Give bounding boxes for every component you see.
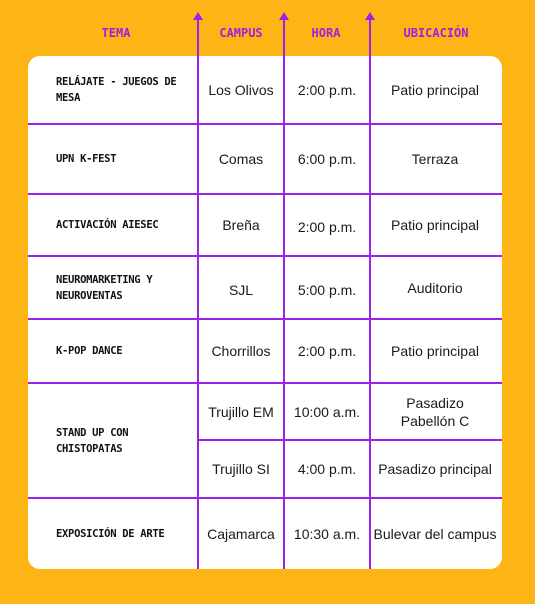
campus-cell: Trujillo SI bbox=[212, 461, 270, 477]
ubicacion-cell: Pasadizo Pabellón C bbox=[400, 394, 470, 429]
ubicacion-cell: Auditorio bbox=[407, 279, 463, 296]
campus-cell: SJL bbox=[228, 281, 254, 298]
tema-cell: ACTIVACIÓN AIESEC bbox=[56, 219, 159, 231]
campus-cell: Trujillo EM bbox=[208, 403, 274, 420]
tema-cell: STAND UP CON CHISTOPATAS bbox=[56, 426, 129, 455]
hora-cell: 4:00 p.m. bbox=[297, 461, 357, 477]
campus-cell: Los Olivos bbox=[208, 81, 274, 98]
hora-cell: 10:00 a.m. bbox=[293, 403, 361, 420]
header-campus: CAMPUS bbox=[219, 26, 263, 40]
tema-cell: UPN K-FEST bbox=[56, 153, 117, 165]
header-tema: TEMA bbox=[101, 26, 131, 40]
campus-cell: Comas bbox=[218, 151, 264, 167]
arrow-up-icon bbox=[193, 12, 203, 20]
header-ubicacion: UBICACIÓN bbox=[403, 26, 469, 40]
hora-cell: 10:30 a.m. bbox=[293, 526, 361, 542]
hora-cell: 6:00 p.m. bbox=[297, 151, 357, 167]
campus-cell: Cajamarca bbox=[207, 526, 275, 542]
hora-cell: 2:00 p.m. bbox=[297, 343, 357, 359]
tema-cell: K-POP DANCE bbox=[56, 345, 123, 357]
ubicacion-cell: Pasadizo principal bbox=[378, 461, 492, 477]
ubicacion-cell: Patio principal bbox=[391, 217, 479, 233]
arrow-up-icon bbox=[365, 12, 375, 20]
header-hora: HORA bbox=[311, 26, 341, 40]
tema-cell: EXPOSICIÓN DE ARTE bbox=[56, 528, 165, 540]
ubicacion-cell: Patio principal bbox=[391, 343, 479, 359]
tema-cell: NEUROMARKETING Y NEUROVENTAS bbox=[56, 273, 153, 302]
hora-cell: 5:00 p.m. bbox=[297, 281, 357, 298]
ubicacion-cell: Patio principal bbox=[391, 81, 479, 98]
ubicacion-cell: Terraza bbox=[411, 151, 459, 167]
campus-cell: Breña bbox=[222, 217, 260, 233]
arrow-up-icon bbox=[279, 12, 289, 20]
hora-cell: 2:00 p.m. bbox=[297, 81, 357, 98]
hora-cell: 2:00 p.m. bbox=[297, 219, 357, 235]
ubicacion-cell: Bulevar del campus bbox=[373, 526, 497, 542]
tema-cell: RELÁJATE - JUEGOS DE MESA bbox=[56, 75, 177, 104]
campus-cell: Chorrillos bbox=[211, 343, 271, 359]
